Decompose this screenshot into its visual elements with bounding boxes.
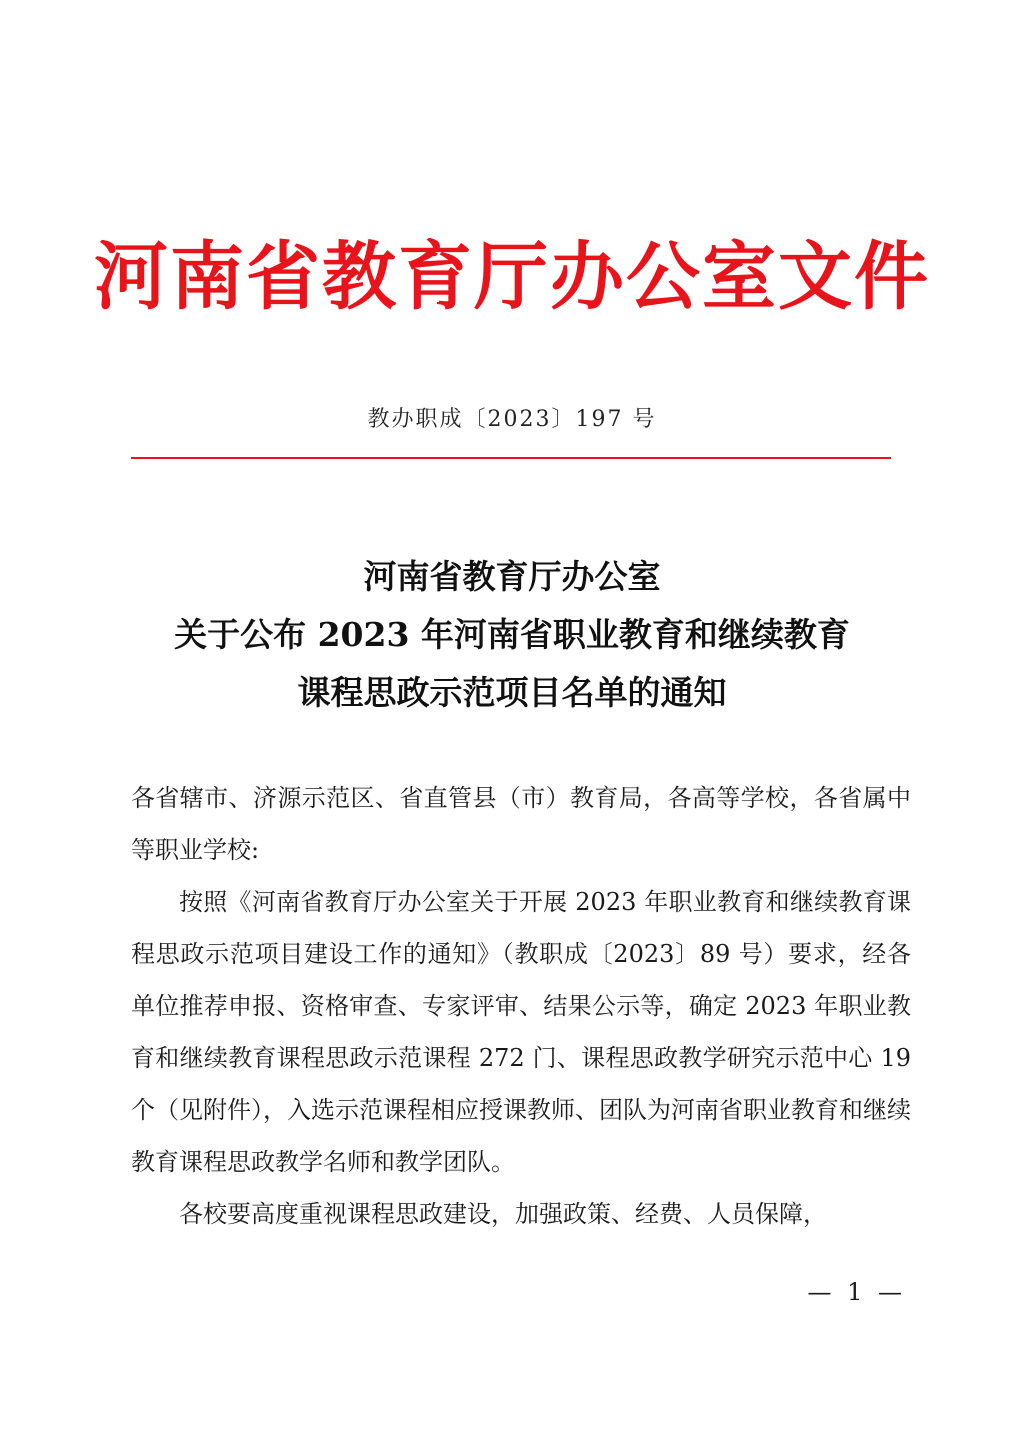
notice-title [0,548,1024,722]
body-paragraph-2: 各校要高度重视课程思政建设，加强政策、经费、人员保障， [179,1200,827,1228]
notice-title-line-1: 河南省教育厅办公室 [363,557,661,596]
body-text [131,772,911,1240]
document-number: 教办职成〔2023〕197 号 [367,407,657,432]
notice-title-line-2: 关于公布 2023 年河南省职业教育和继续教育 [174,615,850,654]
page-number: — 1 — [807,1278,906,1306]
recipients-paragraph: 各省辖市、济源示范区、省直管县（市）教育局，各高等学校，各省属中等职业学校: [131,784,911,864]
body-paragraph-1: 按照《河南省教育厅办公室关于开展 2023 年职业教育和继续教育课程思政示范项目建设工作的通知》（教职成〔2023〕89 号）要求，经各单位推荐申报、资格审查、专家评审、结果公示等，确定 2023 年职业教育和继续教育课程思政示范课程 272 门、课程思政教学研究示范中心 19 个（见附件），入选示范课程相应授课教师、团队为河南省职业教育和继续教育课程思政教学名师和教学团队。 [131,888,911,1176]
notice-title-line-3: 课程思政示范项目名单的通知 [297,673,727,712]
issuer-title: 河南省教育厅办公室文件 [94,234,930,320]
red-divider-line [131,457,891,459]
